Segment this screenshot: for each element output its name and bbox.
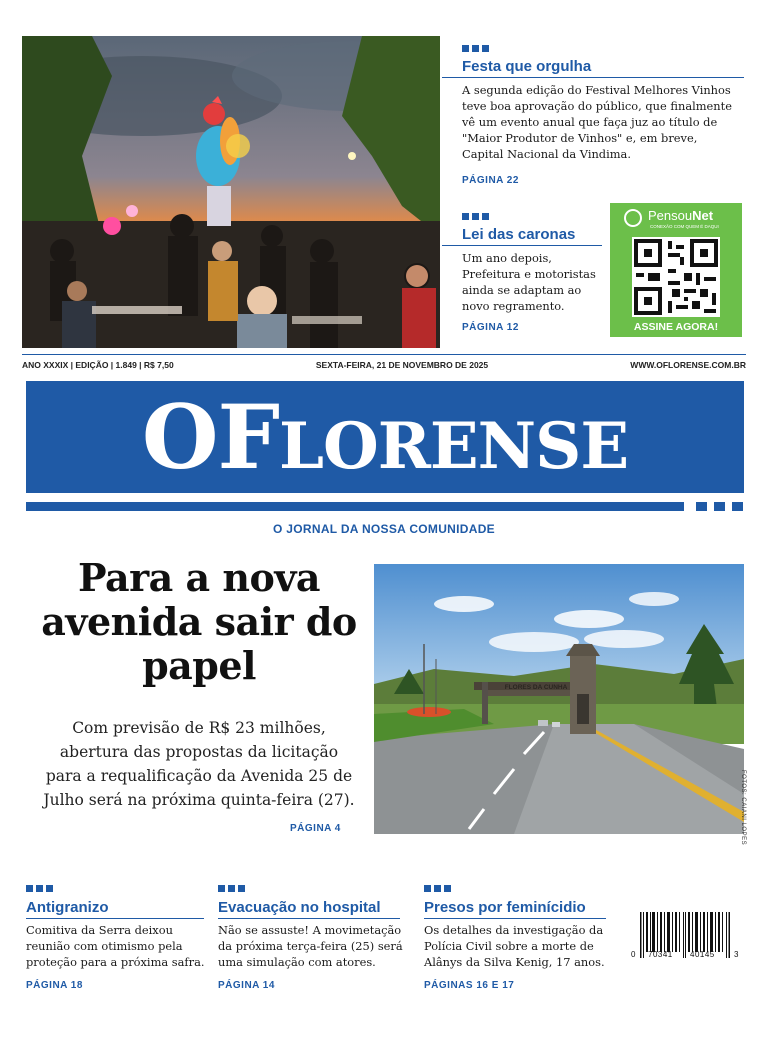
page-ref-evacuacao[interactable]: PÁGINA 14: [218, 980, 275, 991]
page-ref-antigranizo[interactable]: PÁGINA 18: [26, 980, 83, 991]
page-ref-main[interactable]: PÁGINA 4: [290, 823, 341, 834]
section-marker: [26, 885, 53, 892]
divider: [424, 918, 606, 919]
edition-info: ANO XXXIX | EDIÇÃO | 1.849 | R$ 7,50: [22, 359, 174, 370]
section-marker: [462, 45, 489, 52]
story-text-antigranizo: Comitiva da Serra deixou reunião com otimismo pela proteção para a próxima safra.: [26, 923, 205, 969]
avenue-photo: [374, 564, 744, 834]
edition-strip: [22, 354, 746, 372]
masthead-rule: [26, 502, 684, 511]
story-title-antigranizo[interactable]: Antigranizo: [26, 899, 109, 916]
page-ref-caronas[interactable]: PÁGINA 12: [462, 322, 519, 333]
barcode-digit-left: 0: [631, 950, 636, 959]
edition-date: SEXTA-FEIRA, 21 DE NOVEMBRO DE 2025: [315, 359, 489, 370]
page-ref-festa[interactable]: PÁGINA 22: [462, 175, 519, 186]
ad-tagline: CONEXÃO COM QUEM É DAQUI: [650, 224, 719, 229]
story-title-presos[interactable]: Presos por feminícidio: [424, 899, 586, 916]
portal-sign: FLORES DA CUNHA: [504, 684, 568, 691]
masthead-square: [714, 502, 725, 511]
festival-photo: [22, 36, 440, 348]
section-marker: [424, 885, 451, 892]
story-text-festa: A segunda edição do Festival Melhores Vinhos teve boa aprovação do público, que finalmente vê um evento anual que faça juz ao título de "Maior Produtor de Vinhos" e, em breve, Capital Nacional da Vindima.: [462, 83, 732, 161]
masthead-square: [732, 502, 743, 511]
qr-code-icon[interactable]: [632, 237, 720, 317]
section-marker: [462, 213, 489, 220]
masthead: [26, 381, 744, 493]
barcode-group-1: 70341: [648, 950, 673, 959]
main-headline[interactable]: Para a nova avenida sair do papel: [41, 555, 357, 688]
divider: [26, 918, 204, 919]
barcode-group-2: 40145: [690, 950, 715, 959]
photo-credit: FOTOS: CAIANI LOPES: [740, 770, 746, 846]
main-deck: Com previsão de R$ 23 milhões, abertura das propostas da licitação para a requalificação da Avenida 25 de Julho será na próxima quinta-feira (27).: [43, 719, 355, 809]
website-link[interactable]: WWW.OFLORENSE.COM.BR: [630, 359, 746, 370]
story-text-caronas: Um ano depois, Prefeitura e motoristas ainda se adaptam ao novo regramento.: [462, 251, 596, 313]
section-marker: [218, 885, 245, 892]
story-text-presos: Os detalhes da investigação da Polícia Civil sobre a morte de Alânys da Silva Kenig, 17 anos.: [424, 923, 605, 969]
ad-cta[interactable]: ASSINE AGORA!: [633, 321, 719, 333]
masthead-tagline: O JORNAL DA NOSSA COMUNIDADE: [273, 522, 495, 536]
pensounet-logo-icon: [624, 209, 642, 227]
masthead-title: OFLORENSE: [141, 385, 629, 489]
divider: [442, 245, 602, 246]
story-text-evacuacao: Não se assuste! A movimetação da próxima terça-feira (25) será uma simulação com atores.: [218, 923, 403, 969]
divider: [442, 77, 744, 78]
masthead-square: [696, 502, 707, 511]
divider: [218, 918, 400, 919]
story-title-festa[interactable]: Festa que orgulha: [462, 58, 592, 75]
barcode-digit-right: 3: [734, 950, 739, 959]
story-title-evacuacao[interactable]: Evacuação no hospital: [218, 899, 381, 916]
ad-brand: PensouNet: [648, 208, 714, 223]
page-ref-presos[interactable]: PÁGINAS 16 E 17: [424, 980, 515, 991]
story-title-caronas[interactable]: Lei das caronas: [462, 226, 576, 243]
